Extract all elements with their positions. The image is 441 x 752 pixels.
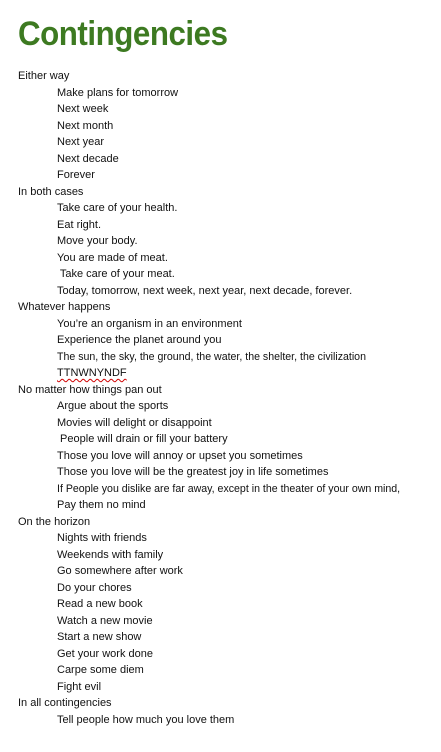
document-title: Contingencies: [18, 15, 228, 53]
list-item: Fight evil: [57, 680, 102, 693]
list-item: Start a new show: [57, 631, 142, 643]
section-heading: In both cases: [18, 185, 84, 198]
list-item: Next week: [57, 103, 109, 115]
list-item: If People you dislike are far away, except in the theater of your own mind,: [57, 482, 401, 495]
section-items: [18, 85, 433, 184]
list-item: [18, 365, 433, 382]
section-items: [18, 398, 433, 514]
list-item: Nights with friends: [57, 532, 147, 544]
section-heading: In all contingencies: [18, 697, 112, 709]
list-item: You are made of meat.: [57, 251, 168, 264]
section-items: [18, 200, 433, 299]
list-item: Do your chores: [57, 581, 132, 594]
list-item: Read a new book: [57, 598, 143, 610]
list-item: Get your work done: [57, 647, 153, 660]
list-item: Experience the planet around you: [57, 334, 222, 346]
section-heading: No matter how things pan out: [18, 383, 162, 396]
list-item: Next decade: [57, 152, 119, 165]
list-item: Eat right.: [57, 218, 102, 231]
list-item: Make plans for tomorrow: [57, 86, 179, 99]
list-item: Tell people how much you love them: [57, 713, 235, 726]
section-either-way: [18, 68, 433, 184]
list-item: The sun, the sky, the ground, the water, the shelter, the civilization: [57, 350, 366, 363]
list-item: You’re an organism in an environment: [57, 317, 242, 330]
list-item: Watch a new movie: [57, 614, 153, 627]
list-item: Go somewhere after work: [57, 565, 183, 577]
list-item: Next month: [57, 119, 114, 132]
list-item: People will drain or fill your battery: [57, 433, 228, 445]
section-in-all-contingencies: [18, 695, 433, 728]
list-item: Those you love will be the greatest joy in life sometimes: [57, 466, 329, 478]
section-heading: Whatever happens: [18, 301, 111, 313]
section-on-the-horizon: [18, 514, 433, 696]
document-body: [18, 68, 433, 728]
list-item: Take care of your health.: [57, 202, 178, 214]
list-item: Argue about the sports: [57, 400, 169, 412]
section-heading: On the horizon: [18, 515, 91, 528]
list-item: Carpe some diem: [57, 664, 144, 676]
section-no-matter: [18, 382, 433, 514]
section-in-both-cases: [18, 184, 433, 300]
list-item: Weekends with family: [57, 548, 164, 561]
misspelled-word: TTNWNYNDF: [57, 367, 127, 379]
list-item: Today, tomorrow, next week, next year, next decade, forever.: [57, 284, 353, 297]
list-item: Forever: [57, 169, 95, 181]
section-heading: Either way: [18, 70, 70, 82]
list-item: Those you love will annoy or upset you sometimes: [57, 449, 303, 462]
section-items: [18, 316, 433, 382]
list-item: Move your body.: [57, 235, 138, 247]
section-whatever-happens: [18, 299, 433, 382]
section-items: [18, 530, 433, 695]
list-item: Movies will delight or disappoint: [57, 416, 212, 429]
list-item: Next year: [57, 136, 105, 148]
list-item: Pay them no mind: [57, 499, 146, 511]
list-item: Take care of your meat.: [57, 268, 175, 280]
section-items: [18, 712, 433, 729]
